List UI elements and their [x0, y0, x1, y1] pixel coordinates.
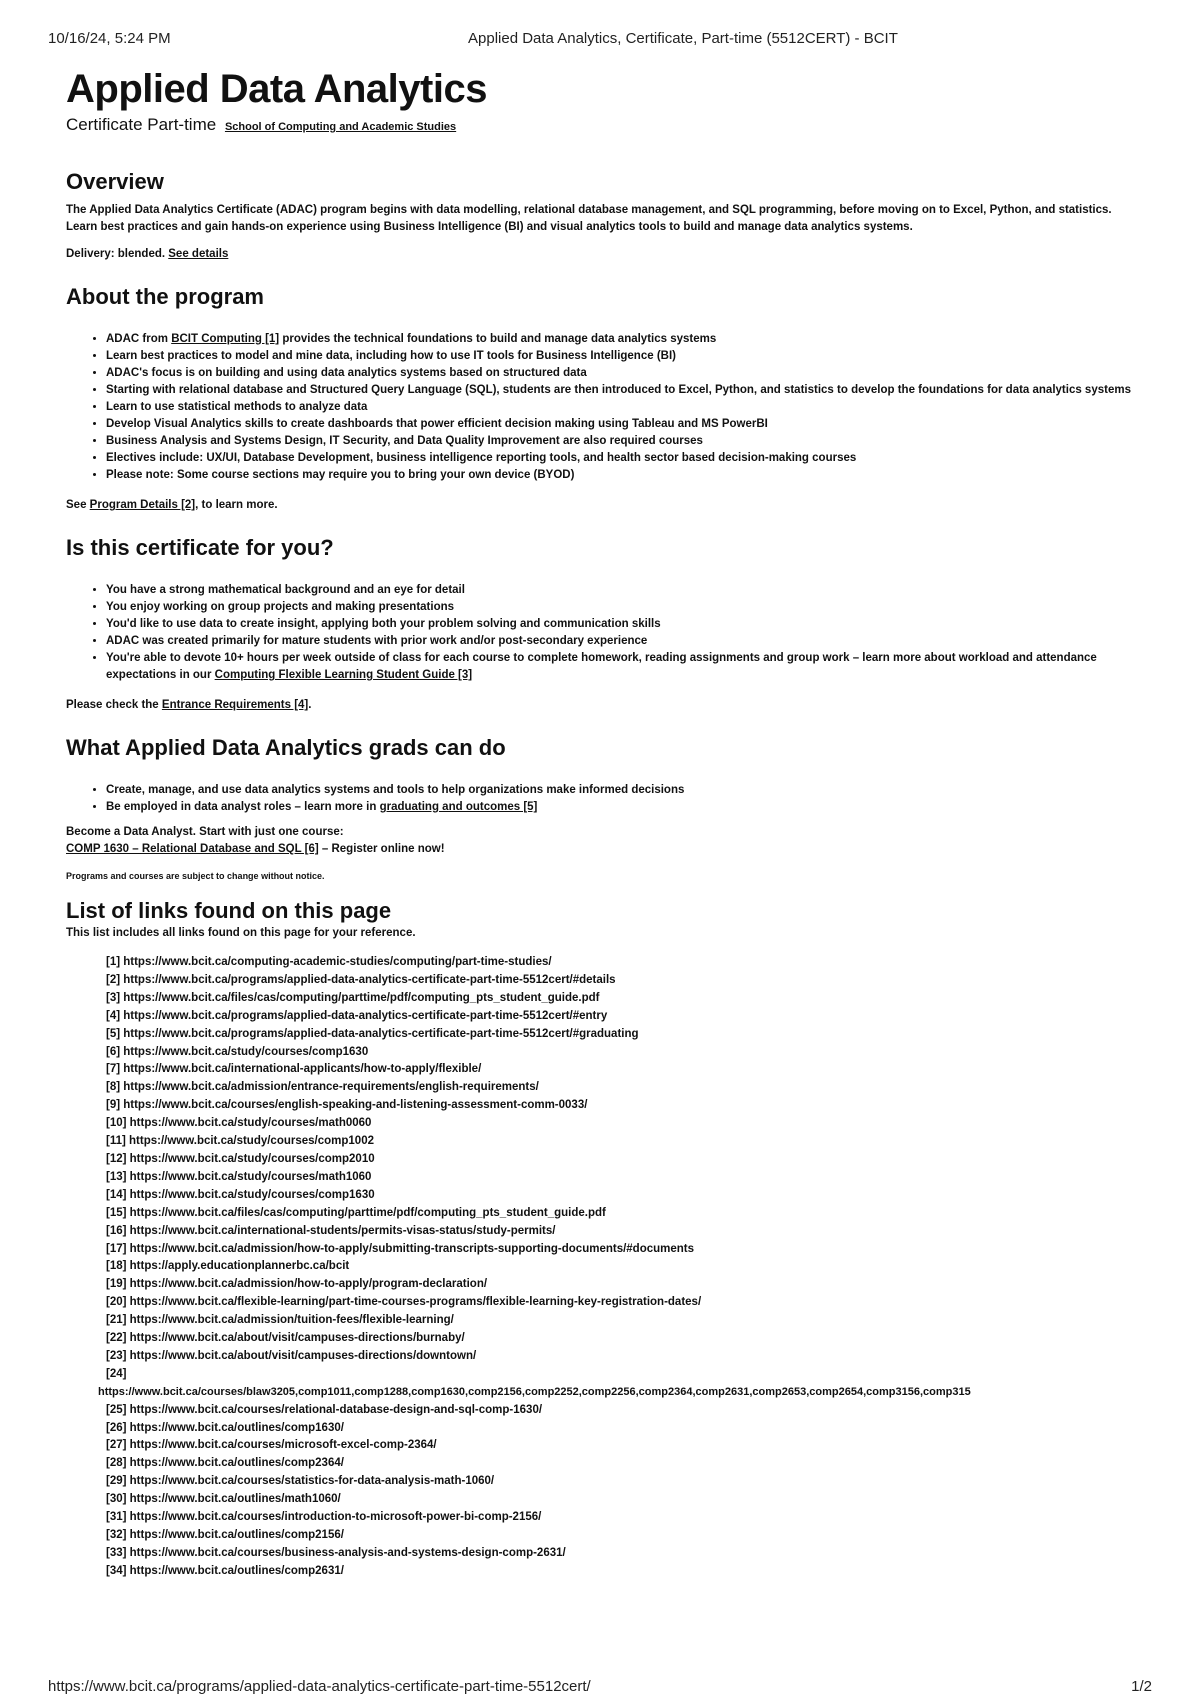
print-url: https://www.bcit.ca/programs/applied-data-analytics-certificate-part-time-5512cert/	[48, 1678, 591, 1695]
list-item: • Develop Visual Analytics skills to create dashboards that power efficient decision making using Tableau and MS PowerBI	[106, 416, 1146, 433]
list-item: • ADAC was created primarily for mature students with prior work and/or post-secondary experience	[106, 633, 1146, 650]
change-notice: Programs and courses are subject to change without notice.	[66, 871, 325, 881]
link-list-item: https://www.bcit.ca/courses/blaw3205,comp1011,comp1288,comp1630,comp2156,comp2252,comp2256,comp2364,comp2631,comp2653,comp2654,comp3156,comp315	[98, 1385, 971, 1398]
link-list-item: [19] https://www.bcit.ca/admission/how-to-apply/program-declaration/	[106, 1278, 488, 1291]
list-item: • Starting with relational database and Structured Query Language (SQL), students are then introduced to Excel, Python, and statistics to develop the foundations for data analytics systems	[106, 382, 1146, 399]
link-list-item: [10] https://www.bcit.ca/study/courses/math0060	[106, 1117, 372, 1130]
list-item: • Business Analysis and Systems Design, IT Security, and Data Quality Improvement are also required courses	[106, 433, 1146, 450]
print-page-title: Applied Data Analytics, Certificate, Part-time (5512CERT) - BCIT	[468, 30, 898, 47]
link-list-item: [31] https://www.bcit.ca/courses/introduction-to-microsoft-power-bi-comp-2156/	[106, 1511, 542, 1524]
link-list-item: [7] https://www.bcit.ca/international-applicants/how-to-apply/flexible/	[106, 1063, 482, 1076]
list-item: • ADAC from BCIT Computing [1] provides the technical foundations to build and manage data analytics systems	[106, 331, 1146, 348]
list-item: • Be employed in data analyst roles – learn more in graduating and outcomes [5]	[106, 799, 1146, 816]
link-list-item: [28] https://www.bcit.ca/outlines/comp2364/	[106, 1457, 344, 1470]
overview-text: The Applied Data Analytics Certificate (ADAC) program begins with data modelling, relational database management, and SQL programming, before moving on to Excel, Python, and statistics. Learn best practices and gain hands-on experience using Business Intelligence (BI) and visual analytics tools to build and manage data analytics systems.	[66, 204, 1112, 233]
link-list-item: [3] https://www.bcit.ca/files/cas/computing/parttime/pdf/computing_pts_student_guide.pdf	[106, 991, 600, 1004]
delivery-label: Delivery: blended.	[66, 248, 166, 260]
link-list-item: [22] https://www.bcit.ca/about/visit/campuses-directions/burnaby/	[106, 1332, 465, 1345]
print-header	[48, 30, 1152, 50]
for-you-list	[66, 582, 1146, 684]
link-list-item: [32] https://www.bcit.ca/outlines/comp2156/	[106, 1529, 344, 1541]
school-link[interactable]: School of Computing and Academic Studies	[224, 121, 457, 133]
entrance-requirements-link[interactable]: Entrance Requirements [4]	[161, 699, 309, 711]
overview-heading: Overview	[66, 169, 164, 194]
grads-heading: What Applied Data Analytics grads can do	[66, 735, 506, 760]
link-list-item: [21] https://www.bcit.ca/admission/tuition-fees/flexible-learning/	[106, 1314, 454, 1327]
link-list-item: [9] https://www.bcit.ca/courses/english-speaking-and-listening-assessment-comm-0033/	[106, 1099, 588, 1112]
about-list	[66, 331, 1146, 484]
link-list-item: [25] https://www.bcit.ca/courses/relational-database-design-and-sql-comp-1630/	[106, 1403, 543, 1416]
print-datetime: 10/16/24, 5:24 PM	[48, 30, 171, 47]
links-heading: List of links found on this page	[66, 898, 392, 923]
link-list-item: [20] https://www.bcit.ca/flexible-learning/part-time-courses-programs/flexible-learning-key-registration-dates/	[106, 1296, 702, 1309]
course-line: COMP 1630 – Relational Database and SQL [6] – Register online now!	[66, 843, 445, 855]
student-guide-link[interactable]: Computing Flexible Learning Student Guide [3]	[214, 669, 473, 681]
link-list-item: [16] https://www.bcit.ca/international-students/permits-visas-status/study-permits/	[106, 1224, 556, 1237]
check-requirements: Please check the Entrance Requirements [4].	[66, 699, 312, 711]
link-list-item: [2] https://www.bcit.ca/programs/applied-data-analytics-certificate-part-time-5512cert/#details	[106, 973, 616, 986]
list-item: • Electives include: UX/UI, Database Development, business intelligence reporting tools, and health sector based decision-making courses	[106, 450, 1146, 467]
become-analyst: Become a Data Analyst. Start with just one course:	[66, 826, 344, 838]
list-item: • You enjoy working on group projects and making presentations	[106, 599, 1146, 616]
see-details-link[interactable]: See details	[168, 248, 229, 260]
for-you-heading: Is this certificate for you?	[66, 535, 334, 560]
link-list-item: [14] https://www.bcit.ca/study/courses/comp1630	[106, 1188, 375, 1201]
credential-type: Certificate Part-time	[66, 115, 217, 134]
links-list	[66, 954, 1146, 1581]
link-list-item: [18] https://apply.educationplannerbc.ca/bcit	[106, 1260, 350, 1273]
link-list-item: [17] https://www.bcit.ca/admission/how-to-apply/submitting-transcripts-supporting-documents/#documents	[106, 1242, 695, 1255]
page-content	[66, 66, 1146, 1581]
link-list-item: [23] https://www.bcit.ca/about/visit/campuses-directions/downtown/	[106, 1349, 477, 1362]
page-title: Applied Data Analytics	[66, 67, 487, 111]
print-page-number: 1/2	[1131, 1678, 1152, 1695]
list-item: • ADAC's focus is on building and using data analytics systems based on structured data	[106, 365, 1146, 382]
link-list-item: [24]	[106, 1367, 127, 1380]
link-list-item: [33] https://www.bcit.ca/courses/business-analysis-and-systems-design-comp-2631/	[106, 1546, 566, 1559]
link-list-item: [29] https://www.bcit.ca/courses/statistics-for-data-analysis-math-1060/	[106, 1475, 495, 1488]
grads-list	[66, 782, 1146, 816]
list-item: • Learn to use statistical methods to analyze data	[106, 399, 1146, 416]
link-list-item: [30] https://www.bcit.ca/outlines/math1060/	[106, 1493, 341, 1506]
link-list-item: [13] https://www.bcit.ca/study/courses/math1060	[106, 1170, 372, 1183]
link-list-item: [27] https://www.bcit.ca/courses/microsoft-excel-comp-2364/	[106, 1439, 437, 1452]
link-list-item: [8] https://www.bcit.ca/admission/entrance-requirements/english-requirements/	[106, 1081, 539, 1094]
list-item: • Please note: Some course sections may require you to bring your own device (BYOD)	[106, 467, 1146, 484]
link-list-item: [15] https://www.bcit.ca/files/cas/computing/parttime/pdf/computing_pts_student_guide.pdf	[106, 1206, 606, 1219]
subtitle	[66, 114, 1146, 138]
link-list-item: [12] https://www.bcit.ca/study/courses/comp2010	[106, 1152, 375, 1165]
link-list-item: [5] https://www.bcit.ca/programs/applied-data-analytics-certificate-part-time-5512cert/#graduating	[106, 1027, 639, 1040]
graduating-outcomes-link[interactable]: graduating and outcomes [5]	[379, 801, 538, 813]
list-item: • You'd like to use data to create insight, applying both your problem solving and communication skills	[106, 616, 1146, 633]
about-heading: About the program	[66, 284, 264, 309]
list-item: • Create, manage, and use data analytics systems and tools to help organizations make informed decisions	[106, 782, 1146, 799]
bcit-computing-link[interactable]: BCIT Computing [1]	[171, 333, 280, 345]
comp1630-link[interactable]: COMP 1630 – Relational Database and SQL [6]	[66, 843, 319, 855]
list-item: • You have a strong mathematical background and an eye for detail	[106, 582, 1146, 599]
delivery-line	[66, 246, 1146, 263]
print-footer	[48, 1678, 1152, 1695]
link-list-item: [1] https://www.bcit.ca/computing-academic-studies/computing/part-time-studies/	[106, 956, 552, 968]
link-list-item: [6] https://www.bcit.ca/study/courses/comp1630	[106, 1045, 369, 1058]
link-list-item: [34] https://www.bcit.ca/outlines/comp2631/	[106, 1564, 344, 1577]
links-intro: This list includes all links found on this page for your reference.	[66, 927, 416, 939]
program-details-link[interactable]: Program Details [2]	[89, 499, 196, 511]
link-list-item: [11] https://www.bcit.ca/study/courses/comp1002	[106, 1135, 374, 1148]
link-list-item: [4] https://www.bcit.ca/programs/applied-data-analytics-certificate-part-time-5512cert/#entry	[106, 1009, 608, 1022]
see-program-details: See Program Details [2], to learn more.	[66, 499, 278, 511]
link-list-item: [26] https://www.bcit.ca/outlines/comp1630/	[106, 1421, 344, 1434]
list-item: • Learn best practices to model and mine data, including how to use IT tools for Business Intelligence (BI)	[106, 348, 1146, 365]
list-item: • You're able to devote 10+ hours per week outside of class for each course to complete homework, reading assignments and group work – learn more about workload and attendance expectations in our Computing Flexible Learning Student Guide [3]	[106, 650, 1146, 684]
